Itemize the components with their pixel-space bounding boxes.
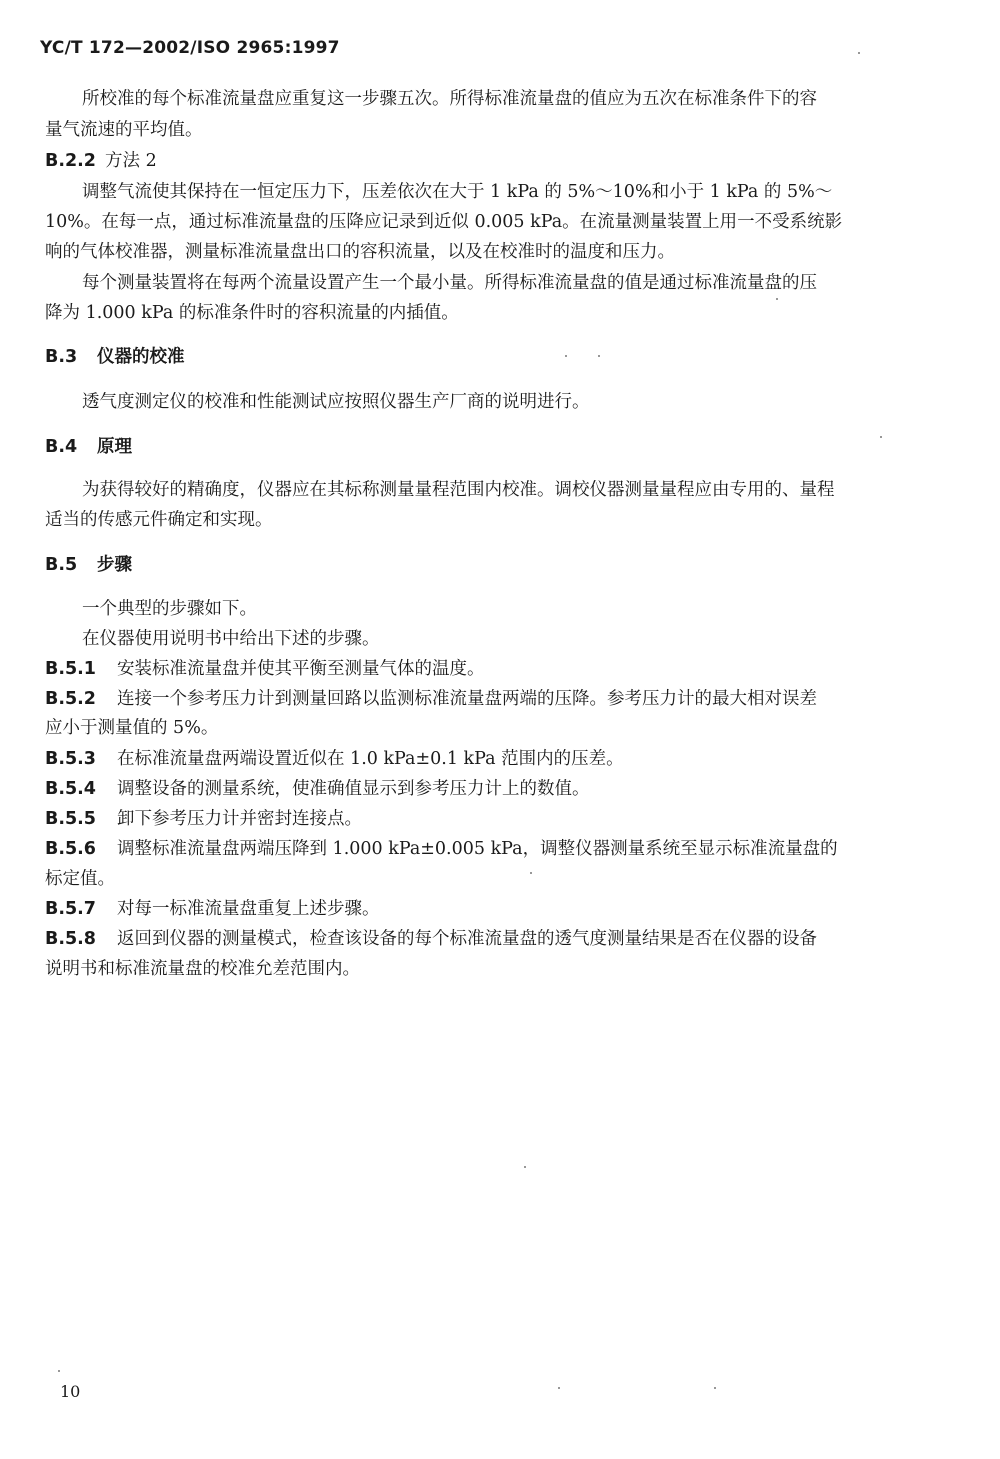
paragraph-line: 响的气体校准器，测量标准流量盘出口的容积流量，以及在校准时的温度和压力。 [45, 242, 675, 262]
step-text: 对每一标准流量盘重复上述步骤。 [117, 899, 380, 919]
section-title: 原理 [97, 437, 132, 457]
scan-speck [58, 1370, 60, 1372]
section-title: 仪器的校准 [97, 347, 185, 367]
step-b51 [45, 661, 485, 679]
step-number: B.5.5 [45, 809, 96, 829]
scan-speck [858, 52, 860, 54]
scan-speck [524, 1166, 526, 1168]
step-number: B.5.3 [45, 749, 96, 769]
paragraph-line: 应小于测量值的 5%。 [45, 718, 219, 738]
section-number: B.4 [45, 437, 78, 457]
section-number: B.5 [45, 555, 78, 575]
paragraph-line: 调整气流使其保持在一恒定压力下，压差依次在大于 1 kPa 的 5%～10%和小于 1 kPa 的 5%～ [82, 182, 833, 202]
scan-speck [565, 355, 567, 357]
paragraph-line: 每个测量装置将在每两个流量设置产生一个最小量。所得标准流量盘的值是通过标准流量盘的压 [82, 273, 817, 293]
step-b57 [45, 901, 380, 919]
paragraph-line: 所校准的每个标准流量盘应重复这一步骤五次。所得标准流量盘的值应为五次在标准条件下的容 [82, 89, 817, 109]
step-text: 连接一个参考压力计到测量回路以监测标准流量盘两端的压降。参考压力计的最大相对误差 [117, 689, 817, 709]
step-number: B.5.1 [45, 659, 96, 679]
section-heading-b5 [45, 557, 132, 575]
step-b52 [45, 691, 817, 709]
paragraph-line: 一个典型的步骤如下。 [82, 599, 257, 619]
scan-speck [880, 436, 882, 438]
step-b55 [45, 811, 362, 829]
step-text: 卸下参考压力计并密封连接点。 [117, 809, 362, 829]
paragraph-line: 透气度测定仪的校准和性能测试应按照仪器生产厂商的说明进行。 [82, 392, 590, 412]
step-number: B.5.8 [45, 929, 96, 949]
paragraph-line: 标定值。 [45, 869, 115, 889]
section-title: 步骤 [97, 555, 132, 575]
paragraph-line: 10%。在每一点，通过标准流量盘的压降应记录到近似 0.005 kPa。在流量测量装置上用一不受系统影 [45, 212, 843, 232]
step-text: 在标准流量盘两端设置近似在 1.0 kPa±0.1 kPa 范围内的压差。 [117, 749, 624, 769]
page-number: 10 [60, 1382, 81, 1401]
step-text: 调整标准流量盘两端压降到 1.000 kPa±0.005 kPa，调整仪器测量系统至显示标准流量盘的 [117, 839, 838, 859]
paragraph-line: 量气流速的平均值。 [45, 120, 203, 140]
scan-speck [558, 1387, 560, 1389]
step-number: B.5.2 [45, 689, 96, 709]
step-b58 [45, 931, 817, 949]
step-number: B.5.4 [45, 779, 96, 799]
step-text: 调整设备的测量系统，使准确值显示到参考压力计上的数值。 [117, 779, 590, 799]
scan-speck [776, 298, 778, 300]
section-number: B.3 [45, 347, 78, 367]
subsection-number: B.2.2 [45, 151, 96, 171]
scan-speck [714, 1387, 716, 1389]
standard-code-header: YC/T 172—2002/ISO 2965:1997 [40, 38, 340, 58]
step-b53 [45, 751, 624, 769]
step-number: B.5.6 [45, 839, 96, 859]
step-b54 [45, 781, 590, 799]
step-number: B.5.7 [45, 899, 96, 919]
subsection-b22 [45, 153, 157, 171]
step-text: 安装标准流量盘并使其平衡至测量气体的温度。 [117, 659, 485, 679]
section-heading-b3 [45, 349, 185, 367]
paragraph-line: 适当的传感元件确定和实现。 [45, 510, 273, 530]
scan-speck [598, 355, 600, 357]
paragraph-line: 为获得较好的精确度，仪器应在其标称测量量程范围内校准。调校仪器测量量程应由专用的、量程 [82, 480, 835, 500]
section-heading-b4 [45, 439, 132, 457]
paragraph-line: 说明书和标准流量盘的校准允差范围内。 [45, 959, 360, 979]
step-text: 返回到仪器的测量模式，检查该设备的每个标准流量盘的透气度测量结果是否在仪器的设备 [117, 929, 817, 949]
scan-speck [530, 872, 532, 874]
step-b56 [45, 841, 838, 859]
paragraph-line: 降为 1.000 kPa 的标准条件时的容积流量的内插值。 [45, 303, 459, 323]
subsection-title: 方法 2 [105, 151, 157, 171]
paragraph-line: 在仪器使用说明书中给出下述的步骤。 [82, 629, 380, 649]
